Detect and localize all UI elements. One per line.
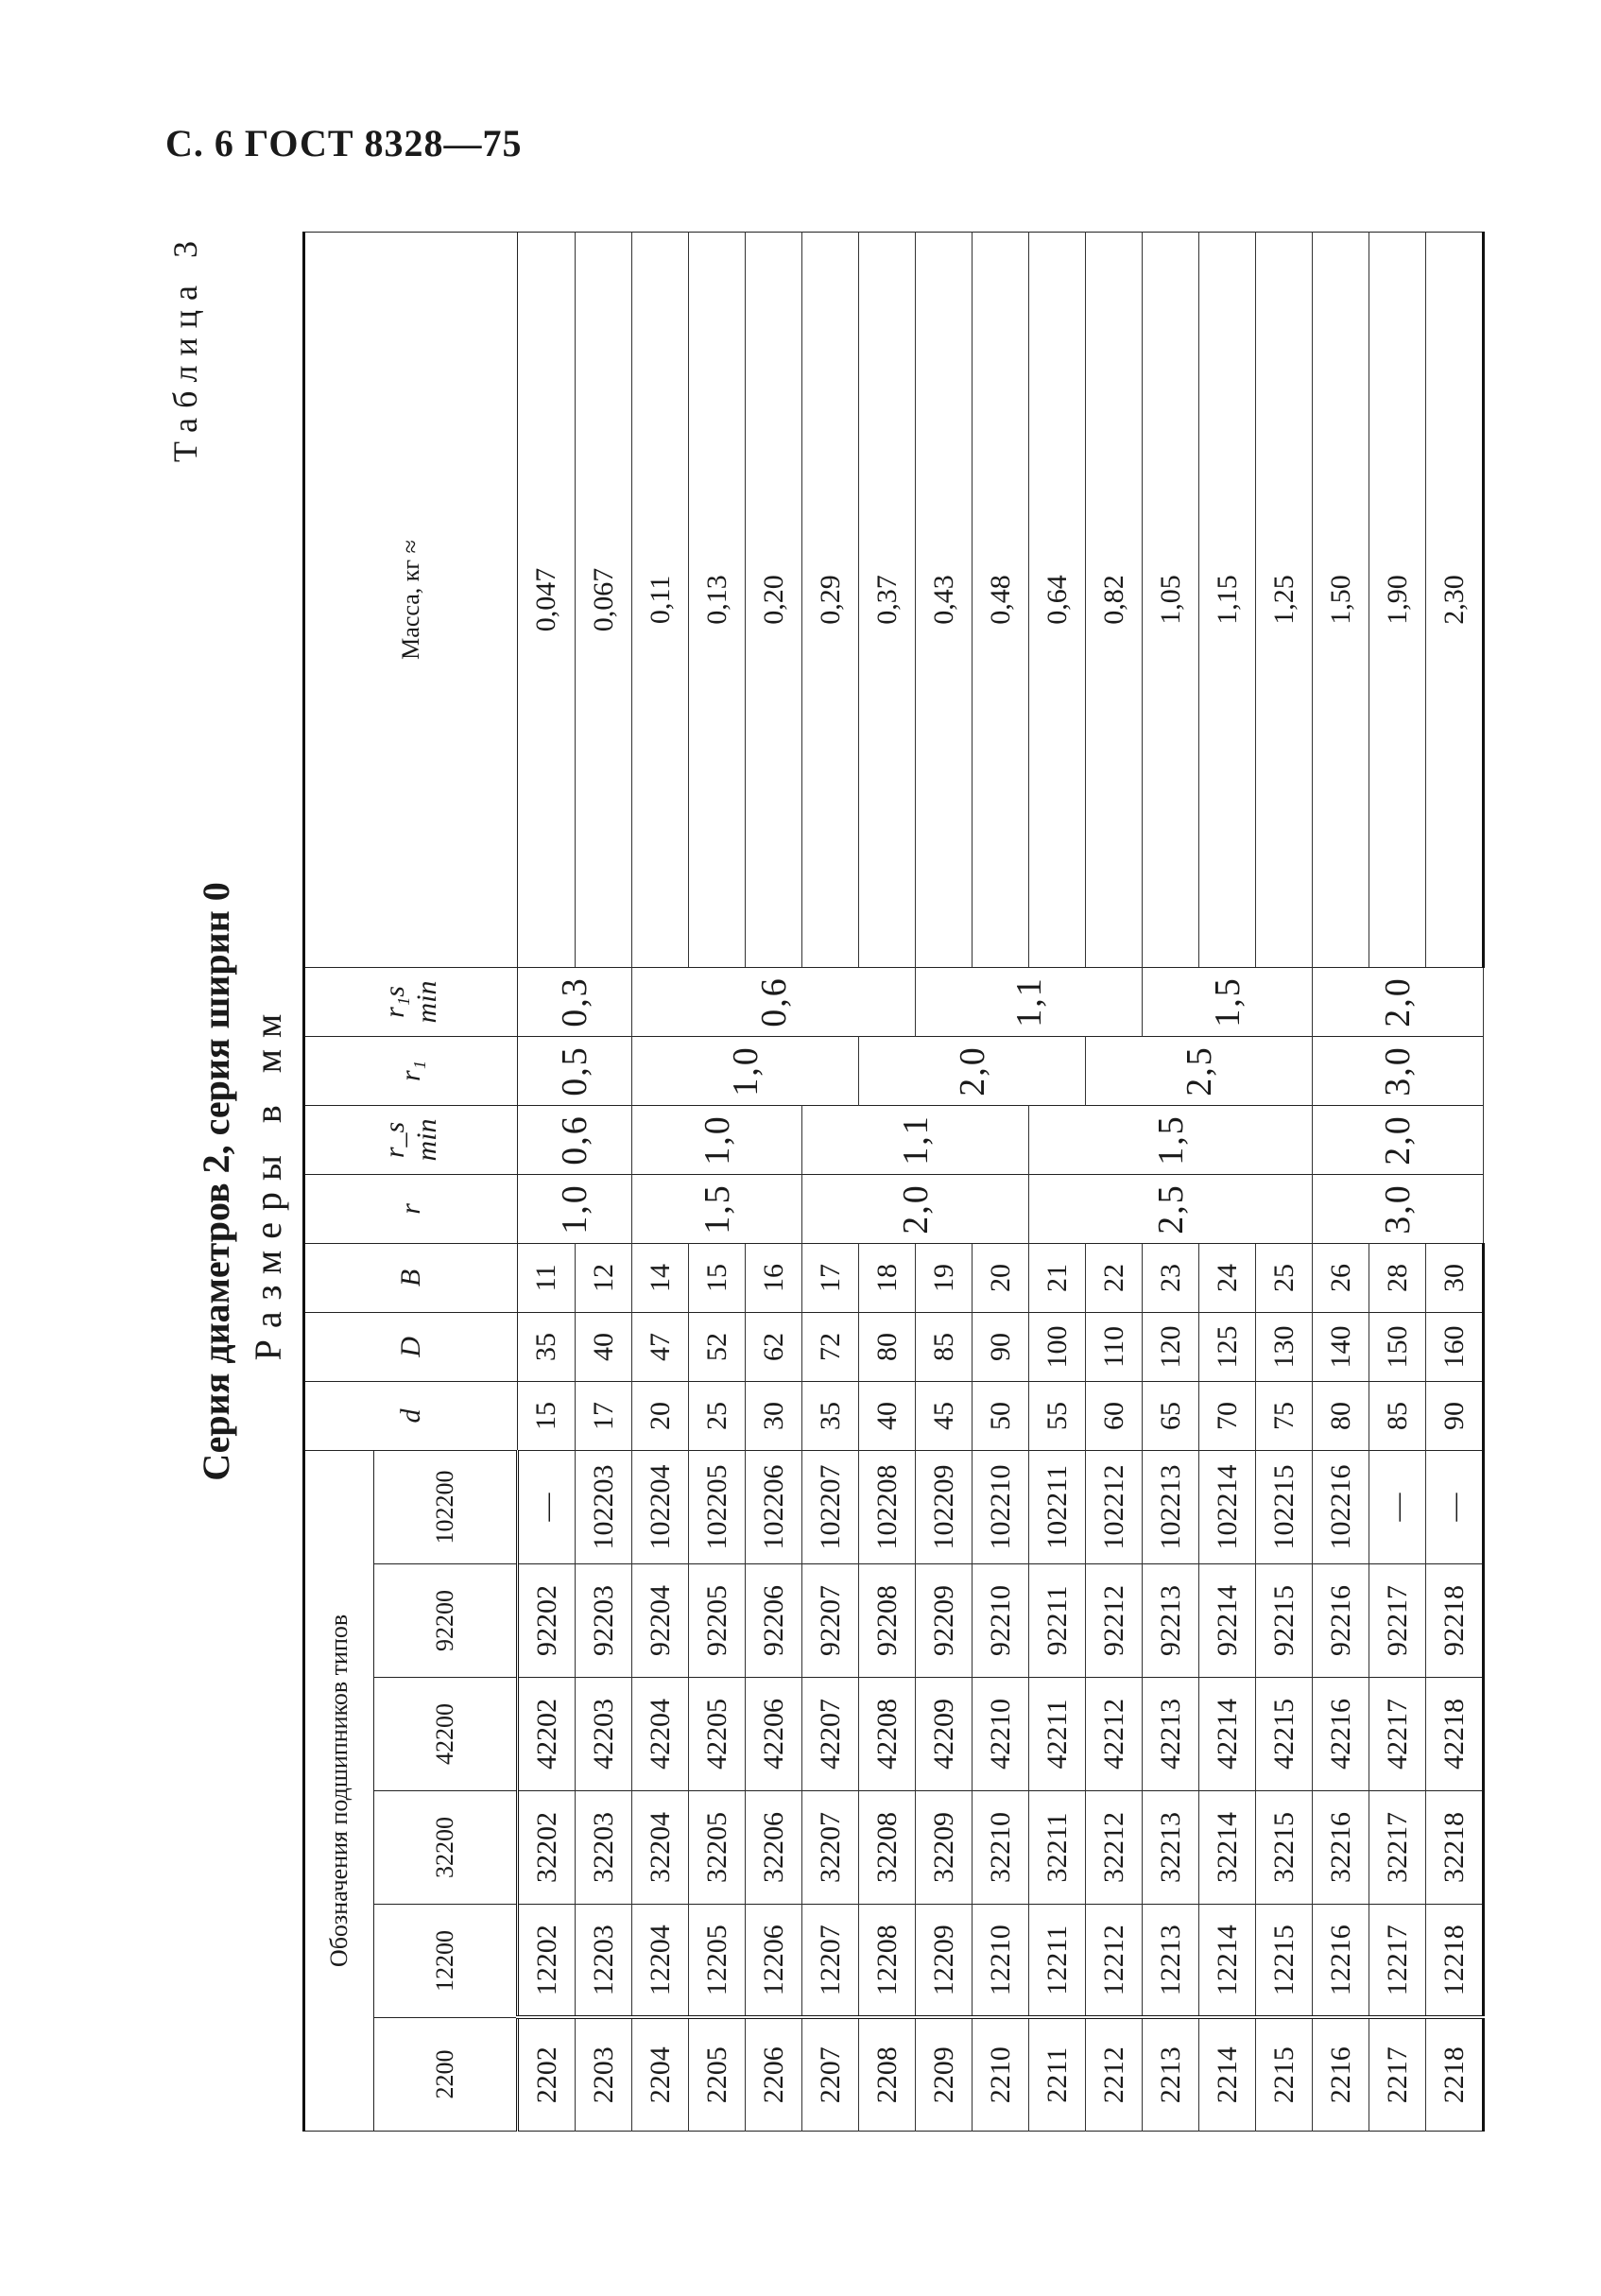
cell-type-102200: 102210 <box>973 1450 1029 1563</box>
cell-type-2200: 2217 <box>1369 2018 1426 2132</box>
cell-type-42200: 42204 <box>632 1678 689 1791</box>
cell-type-92200: 92210 <box>973 1564 1029 1678</box>
page-header: С. 6 ГОСТ 8328—75 <box>165 122 523 164</box>
cell-type-42200: 42216 <box>1313 1678 1369 1791</box>
cell-B: 12 <box>576 1243 632 1312</box>
cell-mass: 0,29 <box>802 233 859 968</box>
cell-type-102200: 102213 <box>1143 1450 1199 1563</box>
cell-type-102200: 102212 <box>1086 1450 1143 1563</box>
cell-type-32200: 32216 <box>1313 1791 1369 1905</box>
cell-mass: 0,047 <box>518 233 576 968</box>
cell-d: 45 <box>916 1381 973 1450</box>
cell-type-12200: 12216 <box>1313 1905 1369 2018</box>
cell-type-32200: 32215 <box>1256 1791 1313 1905</box>
cell-mass: 1,50 <box>1313 233 1369 968</box>
table-row <box>518 233 576 2132</box>
cell-type-12200: 12215 <box>1256 1905 1313 2018</box>
cell-type-42200: 42212 <box>1086 1678 1143 1791</box>
cell-type-42200: 42209 <box>916 1678 973 1791</box>
header-B: B <box>304 1243 518 1312</box>
cell-type-2200: 2207 <box>802 2018 859 2132</box>
cell-B: 21 <box>1029 1243 1086 1312</box>
cell-B: 24 <box>1199 1243 1256 1312</box>
cell-type-102200: 102216 <box>1313 1450 1369 1563</box>
cell-D: 47 <box>632 1312 689 1381</box>
cell-mass: 1,05 <box>1143 233 1199 968</box>
cell-B: 22 <box>1086 1243 1143 1312</box>
cell-type-42200: 42218 <box>1426 1678 1484 1791</box>
cell-r1s-min: 0,3 <box>518 967 632 1036</box>
cell-d: 20 <box>632 1381 689 1450</box>
cell-r1s-min: 2,0 <box>1313 967 1484 1036</box>
cell-D: 150 <box>1369 1312 1426 1381</box>
cell-d: 35 <box>802 1381 859 1450</box>
cell-type-102200: 102206 <box>746 1450 802 1563</box>
cell-type-12200: 12209 <box>916 1905 973 2018</box>
cell-B: 17 <box>802 1243 859 1312</box>
table-label: Таблица 3 <box>166 232 204 462</box>
header-type-2200: 2200 <box>374 2018 518 2132</box>
cell-D: 85 <box>916 1312 973 1381</box>
cell-type-92200: 92216 <box>1313 1564 1369 1678</box>
cell-type-2200: 2214 <box>1199 2018 1256 2132</box>
cell-r1s-min: 1,1 <box>916 967 1143 1036</box>
table-wrapper <box>302 232 1485 2132</box>
cell-B: 25 <box>1256 1243 1313 1312</box>
cell-type-42200: 42211 <box>1029 1678 1086 1791</box>
cell-type-32200: 32202 <box>518 1791 576 1905</box>
cell-d: 85 <box>1369 1381 1426 1450</box>
cell-type-42200: 42214 <box>1199 1678 1256 1791</box>
cell-d: 15 <box>518 1381 576 1450</box>
cell-d: 40 <box>859 1381 916 1450</box>
cell-type-32200: 32206 <box>746 1791 802 1905</box>
cell-type-42200: 42213 <box>1143 1678 1199 1791</box>
cell-type-12200: 12212 <box>1086 1905 1143 2018</box>
header-D: D <box>304 1312 518 1381</box>
cell-d: 65 <box>1143 1381 1199 1450</box>
table-row <box>1313 233 1369 2132</box>
cell-type-32200: 32205 <box>689 1791 746 1905</box>
cell-B: 28 <box>1369 1243 1426 1312</box>
cell-B: 14 <box>632 1243 689 1312</box>
cell-D: 100 <box>1029 1312 1086 1381</box>
cell-D: 130 <box>1256 1312 1313 1381</box>
cell-B: 11 <box>518 1243 576 1312</box>
cell-type-2200: 2210 <box>973 2018 1029 2132</box>
rotated-table-area <box>165 232 1470 2132</box>
cell-type-92200: 92209 <box>916 1564 973 1678</box>
cell-type-12200: 12203 <box>576 1905 632 2018</box>
cell-rs-min: 1,0 <box>632 1105 802 1174</box>
header-rs-min: r_s min <box>304 1105 518 1174</box>
cell-type-42200: 42206 <box>746 1678 802 1791</box>
cell-B: 18 <box>859 1243 916 1312</box>
cell-type-12200: 12208 <box>859 1905 916 2018</box>
cell-type-42200: 42205 <box>689 1678 746 1791</box>
cell-d: 17 <box>576 1381 632 1450</box>
cell-D: 72 <box>802 1312 859 1381</box>
cell-r1s-min: 0,6 <box>632 967 916 1036</box>
cell-type-92200: 92213 <box>1143 1564 1199 1678</box>
cell-type-42200: 42203 <box>576 1678 632 1791</box>
cell-type-12200: 12211 <box>1029 1905 1086 2018</box>
cell-r1: 2,5 <box>1086 1036 1313 1105</box>
cell-mass: 0,37 <box>859 233 916 968</box>
header-r1: r₁ <box>304 1036 518 1105</box>
cell-D: 120 <box>1143 1312 1199 1381</box>
header-type-92200: 92200 <box>374 1564 518 1678</box>
cell-B: 23 <box>1143 1243 1199 1312</box>
cell-r1: 2,0 <box>859 1036 1086 1105</box>
cell-B: 19 <box>916 1243 973 1312</box>
cell-mass: 1,25 <box>1256 233 1313 968</box>
cell-type-102200: — <box>1369 1450 1426 1563</box>
cell-type-32200: 32218 <box>1426 1791 1484 1905</box>
cell-type-92200: 92202 <box>518 1564 576 1678</box>
cell-type-2200: 2213 <box>1143 2018 1199 2132</box>
cell-d: 50 <box>973 1381 1029 1450</box>
cell-type-102200: 102211 <box>1029 1450 1086 1563</box>
cell-type-12200: 12207 <box>802 1905 859 2018</box>
cell-B: 16 <box>746 1243 802 1312</box>
table-subtitle: Размеры в мм <box>247 1002 289 1361</box>
cell-type-2200: 2204 <box>632 2018 689 2132</box>
cell-D: 80 <box>859 1312 916 1381</box>
header-r1s-min: r₁s min <box>304 967 518 1036</box>
cell-mass: 0,43 <box>916 233 973 968</box>
cell-type-102200: 102215 <box>1256 1450 1313 1563</box>
cell-d: 30 <box>746 1381 802 1450</box>
header-mass: Масса, кг ≈ <box>304 233 518 968</box>
cell-D: 140 <box>1313 1312 1369 1381</box>
cell-r: 2,5 <box>1029 1174 1313 1243</box>
header-type-32200: 32200 <box>374 1791 518 1905</box>
cell-mass: 0,48 <box>973 233 1029 968</box>
cell-type-92200: 92214 <box>1199 1564 1256 1678</box>
cell-type-92200: 92208 <box>859 1564 916 1678</box>
cell-D: 90 <box>973 1312 1029 1381</box>
cell-mass: 0,20 <box>746 233 802 968</box>
cell-type-32200: 32204 <box>632 1791 689 1905</box>
cell-type-92200: 92204 <box>632 1564 689 1678</box>
cell-D: 35 <box>518 1312 576 1381</box>
cell-B: 30 <box>1426 1243 1484 1312</box>
cell-type-42200: 42215 <box>1256 1678 1313 1791</box>
cell-D: 125 <box>1199 1312 1256 1381</box>
cell-type-2200: 2216 <box>1313 2018 1369 2132</box>
table-row <box>1029 233 1086 2132</box>
cell-D: 110 <box>1086 1312 1143 1381</box>
table-row <box>802 233 859 2132</box>
cell-d: 80 <box>1313 1381 1369 1450</box>
cell-B: 20 <box>973 1243 1029 1312</box>
cell-rs-min: 0,6 <box>518 1105 632 1174</box>
cell-type-102200: — <box>1426 1450 1484 1563</box>
cell-mass: 0,82 <box>1086 233 1143 968</box>
header-type-12200: 12200 <box>374 1905 518 2018</box>
cell-mass: 0,11 <box>632 233 689 968</box>
group-header: Обозначения подшипников типов <box>304 1450 374 2131</box>
cell-type-32200: 32210 <box>973 1791 1029 1905</box>
cell-d: 60 <box>1086 1381 1143 1450</box>
cell-type-32200: 32203 <box>576 1791 632 1905</box>
cell-type-2200: 2211 <box>1029 2018 1086 2132</box>
cell-d: 75 <box>1256 1381 1313 1450</box>
cell-mass: 1,15 <box>1199 233 1256 968</box>
header-type-102200: 102200 <box>374 1450 518 1563</box>
table-body <box>518 233 1484 2132</box>
cell-d: 90 <box>1426 1381 1484 1450</box>
cell-type-32200: 32211 <box>1029 1791 1086 1905</box>
cell-rs-min: 1,1 <box>802 1105 1029 1174</box>
cell-type-92200: 92206 <box>746 1564 802 1678</box>
cell-type-92200: 92212 <box>1086 1564 1143 1678</box>
cell-type-2200: 2212 <box>1086 2018 1143 2132</box>
cell-r1: 1,0 <box>632 1036 859 1105</box>
cell-type-42200: 42207 <box>802 1678 859 1791</box>
cell-type-32200: 32212 <box>1086 1791 1143 1905</box>
cell-type-2200: 2218 <box>1426 2018 1484 2132</box>
cell-type-42200: 42202 <box>518 1678 576 1791</box>
cell-r1: 0,5 <box>518 1036 632 1105</box>
cell-r1s-min: 1,5 <box>1143 967 1313 1036</box>
cell-type-2200: 2202 <box>518 2018 576 2132</box>
table-title: Серия диаметров 2, серия ширин 0 <box>195 882 237 1481</box>
cell-r: 1,5 <box>632 1174 802 1243</box>
cell-type-102200: 102204 <box>632 1450 689 1563</box>
cell-type-2200: 2208 <box>859 2018 916 2132</box>
cell-D: 160 <box>1426 1312 1484 1381</box>
cell-type-2200: 2205 <box>689 2018 746 2132</box>
cell-type-92200: 92207 <box>802 1564 859 1678</box>
cell-type-12200: 12210 <box>973 1905 1029 2018</box>
cell-type-2200: 2215 <box>1256 2018 1313 2132</box>
cell-type-32200: 32208 <box>859 1791 916 1905</box>
cell-type-2200: 2209 <box>916 2018 973 2132</box>
cell-rs-min: 1,5 <box>1029 1105 1313 1174</box>
cell-type-12200: 12204 <box>632 1905 689 2018</box>
cell-type-102200: — <box>518 1450 576 1563</box>
cell-mass: 2,30 <box>1426 233 1484 968</box>
header-r: r <box>304 1174 518 1243</box>
cell-mass: 0,067 <box>576 233 632 968</box>
cell-type-102200: 102209 <box>916 1450 973 1563</box>
cell-type-92200: 92217 <box>1369 1564 1426 1678</box>
cell-type-12200: 12213 <box>1143 1905 1199 2018</box>
cell-type-12200: 12217 <box>1369 1905 1426 2018</box>
cell-B: 15 <box>689 1243 746 1312</box>
cell-d: 70 <box>1199 1381 1256 1450</box>
cell-type-92200: 92215 <box>1256 1564 1313 1678</box>
cell-type-102200: 102203 <box>576 1450 632 1563</box>
cell-mass: 1,90 <box>1369 233 1426 968</box>
cell-type-92200: 92205 <box>689 1564 746 1678</box>
cell-D: 52 <box>689 1312 746 1381</box>
cell-r: 2,0 <box>802 1174 1029 1243</box>
cell-type-32200: 32207 <box>802 1791 859 1905</box>
cell-type-102200: 102214 <box>1199 1450 1256 1563</box>
cell-D: 40 <box>576 1312 632 1381</box>
cell-mass: 0,64 <box>1029 233 1086 968</box>
cell-type-102200: 102208 <box>859 1450 916 1563</box>
cell-D: 62 <box>746 1312 802 1381</box>
cell-type-102200: 102205 <box>689 1450 746 1563</box>
cell-rs-min: 2,0 <box>1313 1105 1484 1174</box>
cell-type-32200: 32214 <box>1199 1791 1256 1905</box>
cell-type-102200: 102207 <box>802 1450 859 1563</box>
cell-d: 55 <box>1029 1381 1086 1450</box>
cell-type-2200: 2206 <box>746 2018 802 2132</box>
cell-type-42200: 42208 <box>859 1678 916 1791</box>
cell-mass: 0,13 <box>689 233 746 968</box>
cell-B: 26 <box>1313 1243 1369 1312</box>
cell-type-12200: 12206 <box>746 1905 802 2018</box>
cell-r: 1,0 <box>518 1174 632 1243</box>
cell-type-12200: 12202 <box>518 1905 576 2018</box>
header-d: d <box>304 1381 518 1450</box>
bearings-table <box>302 232 1485 2132</box>
cell-type-12200: 12218 <box>1426 1905 1484 2018</box>
table-row <box>632 233 689 2132</box>
cell-type-92200: 92211 <box>1029 1564 1086 1678</box>
header-type-42200: 42200 <box>374 1678 518 1791</box>
cell-d: 25 <box>689 1381 746 1450</box>
cell-type-42200: 42217 <box>1369 1678 1426 1791</box>
cell-type-32200: 32217 <box>1369 1791 1426 1905</box>
cell-type-92200: 92218 <box>1426 1564 1484 1678</box>
cell-r1: 3,0 <box>1313 1036 1484 1105</box>
cell-type-32200: 32209 <box>916 1791 973 1905</box>
cell-type-2200: 2203 <box>576 2018 632 2132</box>
cell-type-12200: 12214 <box>1199 1905 1256 2018</box>
cell-type-32200: 32213 <box>1143 1791 1199 1905</box>
cell-type-92200: 92203 <box>576 1564 632 1678</box>
cell-r: 3,0 <box>1313 1174 1484 1243</box>
cell-type-12200: 12205 <box>689 1905 746 2018</box>
cell-type-42200: 42210 <box>973 1678 1029 1791</box>
